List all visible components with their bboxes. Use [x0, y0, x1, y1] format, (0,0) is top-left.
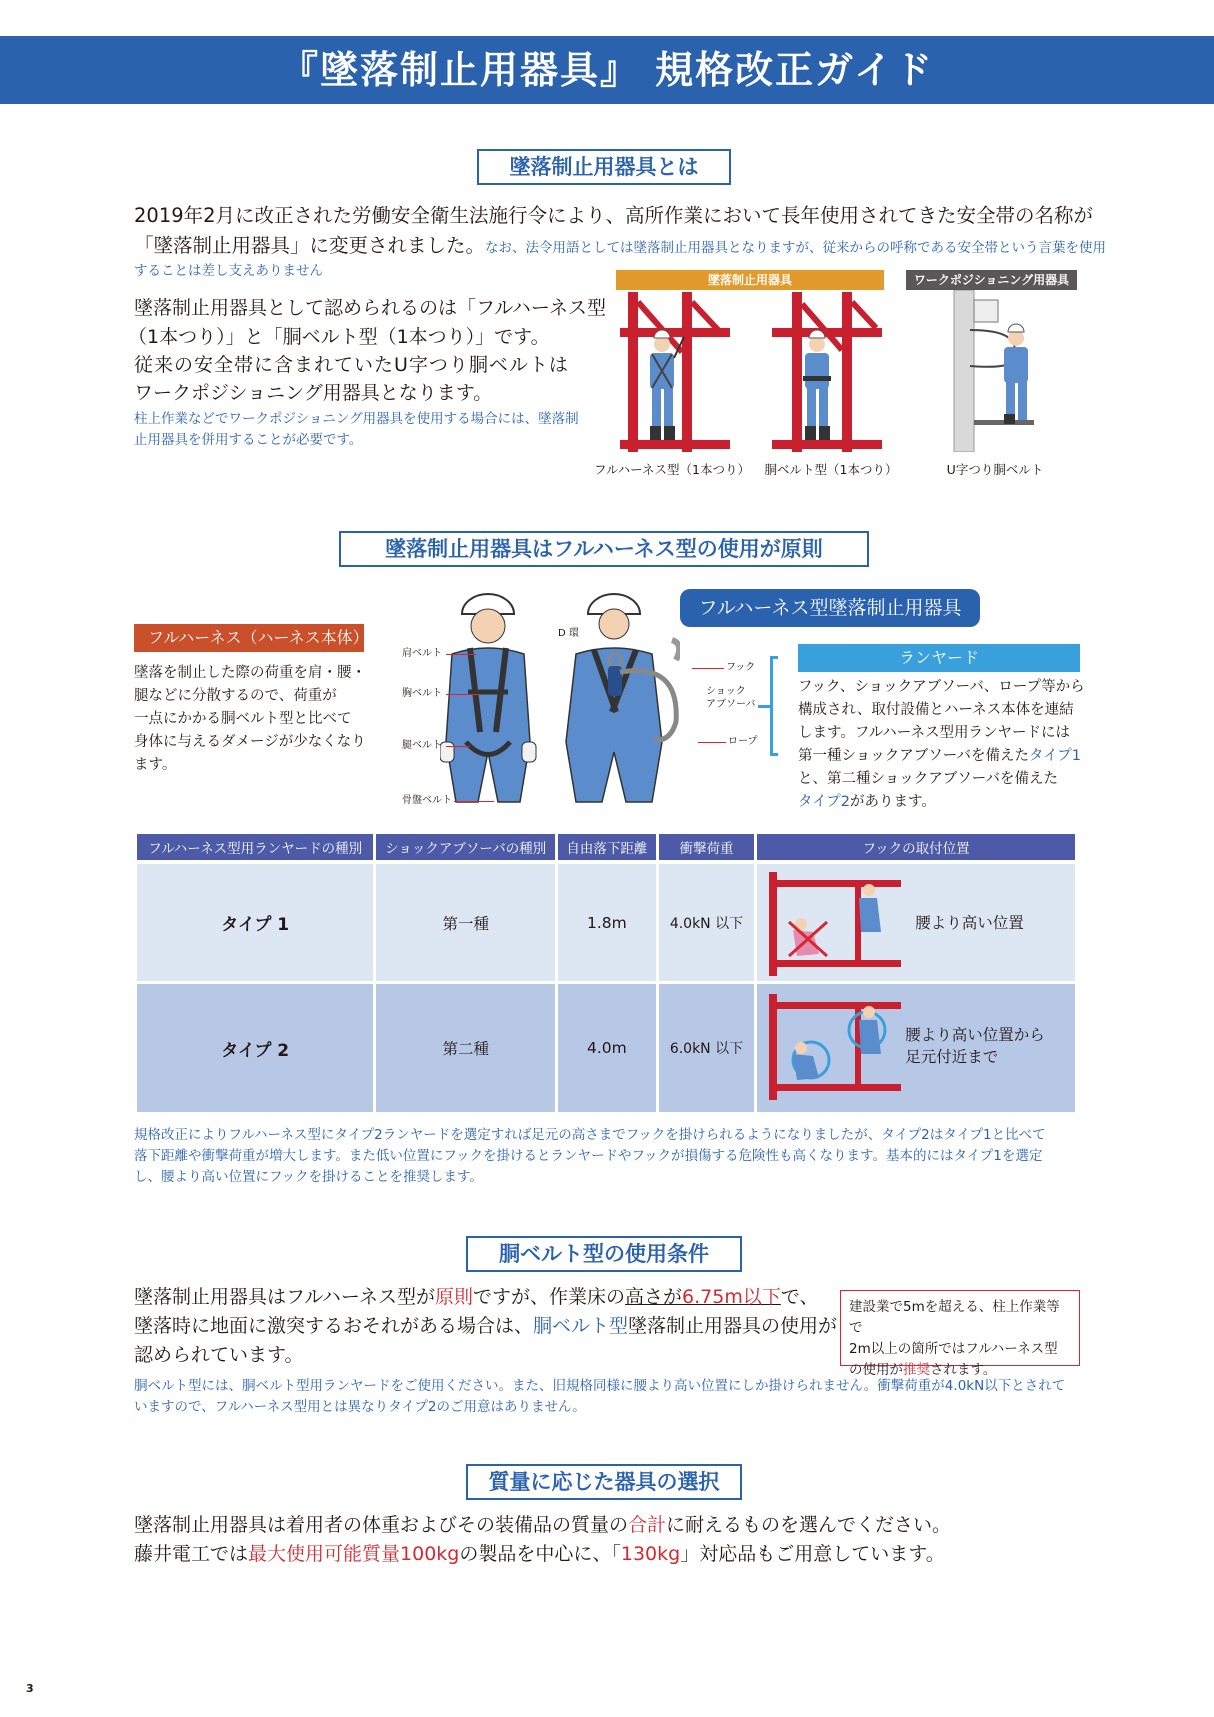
hook-pos-2b: 足元付近まで: [905, 1048, 999, 1066]
para2-line-3: 従来の安全帯に含まれていたU字つり胴ベルトは: [134, 354, 569, 376]
cell-absorber-2: 第二種: [376, 984, 555, 1112]
recommendation-callout: [840, 1290, 1080, 1378]
mass-130kg: 130kg: [620, 1543, 681, 1565]
lanyard-bracket-stub: [758, 705, 772, 708]
para2-note-2: 止用器具を併用することが必要です。: [134, 432, 363, 448]
cell-absorber-1: 第一種: [376, 864, 555, 984]
leader-hook: [692, 668, 724, 669]
th-hook-position: フックの取付位置: [757, 834, 1075, 864]
harness-text-2: 腿などに分散するので、荷重が: [134, 688, 337, 704]
lanyard-type1: タイプ1: [1028, 748, 1081, 764]
lanyard-table: [134, 834, 1078, 1112]
leader-rope: [698, 742, 726, 743]
section-heading-2: 墜落制止用器具はフルハーネス型の使用が原則: [339, 531, 869, 567]
lanyard-type2: タイプ2: [798, 794, 851, 810]
cell-type-2: タイプ 2: [137, 984, 373, 1112]
mass-2b: の製品を中心に、「: [459, 1543, 621, 1565]
label-rope: ロープ: [728, 736, 758, 747]
th-lanyard-type: フルハーネス型用ランヤードの種別: [137, 834, 373, 864]
harness-figures-illustration: [440, 592, 680, 812]
mass-1b: に耐えるものを選んでください。: [666, 1514, 952, 1536]
callout-3a: の使用が: [849, 1362, 903, 1378]
lanyard-text-6: [798, 791, 936, 814]
belt-cond-beltmodel: 胴ベルト型: [533, 1315, 629, 1337]
th-free-fall: 自由落下距離: [558, 834, 656, 864]
mass-100kg: 最大使用可能質量100kg: [248, 1543, 460, 1565]
para2-line-4: ワークポジショニング用器具となります。: [134, 382, 493, 404]
mass-1a: 墜落制止用器具は着用者の体重およびその装備品の質量の: [134, 1514, 629, 1536]
page-number: 3: [26, 1682, 34, 1695]
hook-type2-illustration: [769, 994, 901, 1100]
callout-line-1: 建設業で5mを超える、柱上作業等で: [849, 1299, 1060, 1336]
mass-2c: 」対応品もご用意しています。: [680, 1543, 945, 1565]
lanyard-text-5: と、第二種ショックアブソーバを備えた: [798, 771, 1058, 787]
intro-note-cont: することは差し支えありません: [134, 263, 323, 279]
table-note-3: し、腰より高い位置にフックを掛けることを推奨します。: [134, 1169, 483, 1185]
belt-cond-1c: で、: [780, 1286, 819, 1308]
label-d-ring: D 環: [558, 628, 579, 639]
lanyard-text-3: します。フルハーネス型用ランヤードには: [798, 725, 1071, 741]
para2-note-1: 柱上作業などでワークポジショニング用器具を使用する場合には、墜落制: [134, 411, 579, 427]
label-shock-1: ショック: [706, 686, 746, 697]
cell-hook-1: [757, 864, 1075, 984]
belt-cond-2b: 墜落制止用器具の使用が: [628, 1315, 838, 1337]
tag-fall-arrest: 墜落制止用器具: [616, 270, 884, 290]
belt-cond-line-1: [134, 1283, 818, 1312]
harness-text-3: 一点にかかる胴ベルト型と比べて: [134, 711, 352, 727]
intro-note-inline: なお、法令用語としては墜落制止用器具となりますが、従来からの呼称である安全帯という言葉を使用: [485, 240, 1107, 256]
belt-cond-675: 6.75m以下: [682, 1286, 781, 1308]
title-banner: [0, 36, 1214, 104]
callout-recommend: 推奨: [903, 1362, 930, 1378]
lanyard-text-4a: 第一種ショックアブソーバを備えた: [798, 748, 1029, 764]
table-note-2: 落下距離や衝撃荷重が増大します。また低い位置にフックを掛けるとランヤードやフックが損傷する危険性も高くなります。基本的にはタイプ1を選定: [134, 1148, 1043, 1164]
label-pelvis-belt: 骨盤ベルト: [402, 795, 452, 806]
label-thigh-belt: 腿ベルト: [402, 740, 442, 751]
cell-type-1: タイプ 1: [137, 864, 373, 984]
table-row: [137, 984, 1075, 1112]
section-heading-3: 胴ベルト型の使用条件: [466, 1236, 742, 1272]
hook-pos-2a: 腰より高い位置から: [905, 1026, 1045, 1044]
belt-cond-height: 高さが: [625, 1286, 683, 1308]
lanyard-text-6b: があります。: [850, 794, 936, 810]
belt-cond-1b: ですが、作業床の: [472, 1286, 625, 1308]
table-note-1: 規格改正によりフルハーネス型にタイプ2ランヤードを選定すれば足元の高さまでフックを掛けられるようになりましたが、タイプ2はタイプ1と比べて: [134, 1127, 1046, 1143]
caption-fullharness: フルハーネス型（1本つり）: [594, 462, 750, 477]
cell-load-1: 4.0kN 以下: [659, 864, 755, 984]
hook-type1-illustration: [769, 872, 901, 976]
caption-belt: 胴ベルト型（1本つり）: [764, 462, 898, 477]
section-heading-4: 質量に応じた器具の選択: [466, 1464, 742, 1500]
caption-u-belt: U字つり胴ベルト: [946, 462, 1044, 477]
label-shock-2: アブソーバ: [706, 699, 756, 710]
para2-line-1: 墜落制止用器具として認められるのは「フルハーネス型: [134, 297, 606, 319]
label-shoulder-belt: 肩ベルト: [402, 648, 442, 659]
th-impact-load: 衝撃荷重: [659, 834, 755, 864]
table-header-row: [137, 834, 1075, 864]
label-hook: フック: [726, 662, 756, 673]
lanyard-text-4: [798, 745, 1081, 768]
page-title: 『墜落制止用器具』 規格改正ガイド: [279, 48, 935, 92]
belt-cond-2a: 墜落時に地面に激突するおそれがある場合は、: [134, 1315, 534, 1337]
cell-fall-2: 4.0m: [558, 984, 656, 1112]
harness-label: フルハーネス（ハーネス本体）: [134, 624, 364, 652]
leader-thigh: [446, 746, 470, 747]
belt-note-1: 胴ベルト型には、胴ベルト型用ランヤードをご使用ください。また、旧規格同様に腰より高い位置にしか掛けられません。衝撃荷重が4.0kN以下とされて: [134, 1378, 1066, 1394]
cell-load-2: 6.0kN 以下: [659, 984, 755, 1112]
belt-cond-line-3: 認められています。: [134, 1344, 304, 1366]
leader-shoulder: [446, 654, 476, 655]
hook-pos-1: 腰より高い位置: [915, 914, 1024, 932]
intro-line-1: 2019年2月に改正された労働安全衛生法施行令により、高所作業において長年使用されてきた安全帯の名称が: [134, 204, 1094, 227]
mass-line-2: [134, 1540, 945, 1569]
intro-line-2-main: 「墜落制止用器具」に変更されました。: [134, 234, 486, 257]
leader-pelvis: [454, 801, 494, 802]
th-absorber-type: ショックアブソーバの種別: [376, 834, 555, 864]
cell-hook-2: [757, 984, 1075, 1112]
leader-chest: [446, 694, 480, 695]
mass-line-1: [134, 1511, 951, 1540]
para2-line-2: （1本つり）」と「胴ベルト型（1本つり）」です。: [128, 326, 550, 348]
fullharness-illustration: [620, 292, 730, 452]
belt-cond-principle: 原則: [434, 1286, 473, 1308]
belt-cond-line-2: [134, 1312, 837, 1341]
table-row: [137, 864, 1075, 984]
callout-3b: されます。: [930, 1362, 997, 1378]
lanyard-text-2: 構成され、取付設備とハーネス本体を連結: [798, 702, 1074, 718]
belt-cond-1a: 墜落制止用器具はフルハーネス型が: [134, 1286, 435, 1308]
mass-2a: 藤井電工では: [134, 1543, 249, 1565]
callout-line-2: 2m以上の箇所ではフルハーネス型: [849, 1341, 1058, 1357]
harness-text-4: 身体に与えるダメージが少なくなり: [134, 734, 366, 750]
lanyard-label: ランヤード: [798, 644, 1080, 672]
harness-text-1: 墜落を制止した際の荷重を肩・腰・: [134, 665, 366, 681]
belt-illustration: [772, 292, 882, 452]
mass-total: 合計: [628, 1514, 667, 1536]
intro-line-2: [134, 231, 1106, 263]
u-belt-illustration: [930, 290, 1050, 452]
label-chest-belt: 胸ベルト: [402, 688, 442, 699]
tag-work-positioning: ワークポジショニング用器具: [906, 270, 1077, 290]
belt-note-2: いますので、フルハーネス型用とは異なりタイプ2のご用意はありません。: [134, 1399, 586, 1415]
harness-text-5: ます。: [134, 757, 177, 773]
lanyard-text-1: フック、ショックアブソーバ、ロープ等から: [798, 679, 1085, 695]
cell-fall-1: 1.8m: [558, 864, 656, 984]
section-heading-1: 墜落制止用器具とは: [477, 149, 731, 185]
fullharness-pill: フルハーネス型墜落制止用器具: [680, 589, 980, 627]
